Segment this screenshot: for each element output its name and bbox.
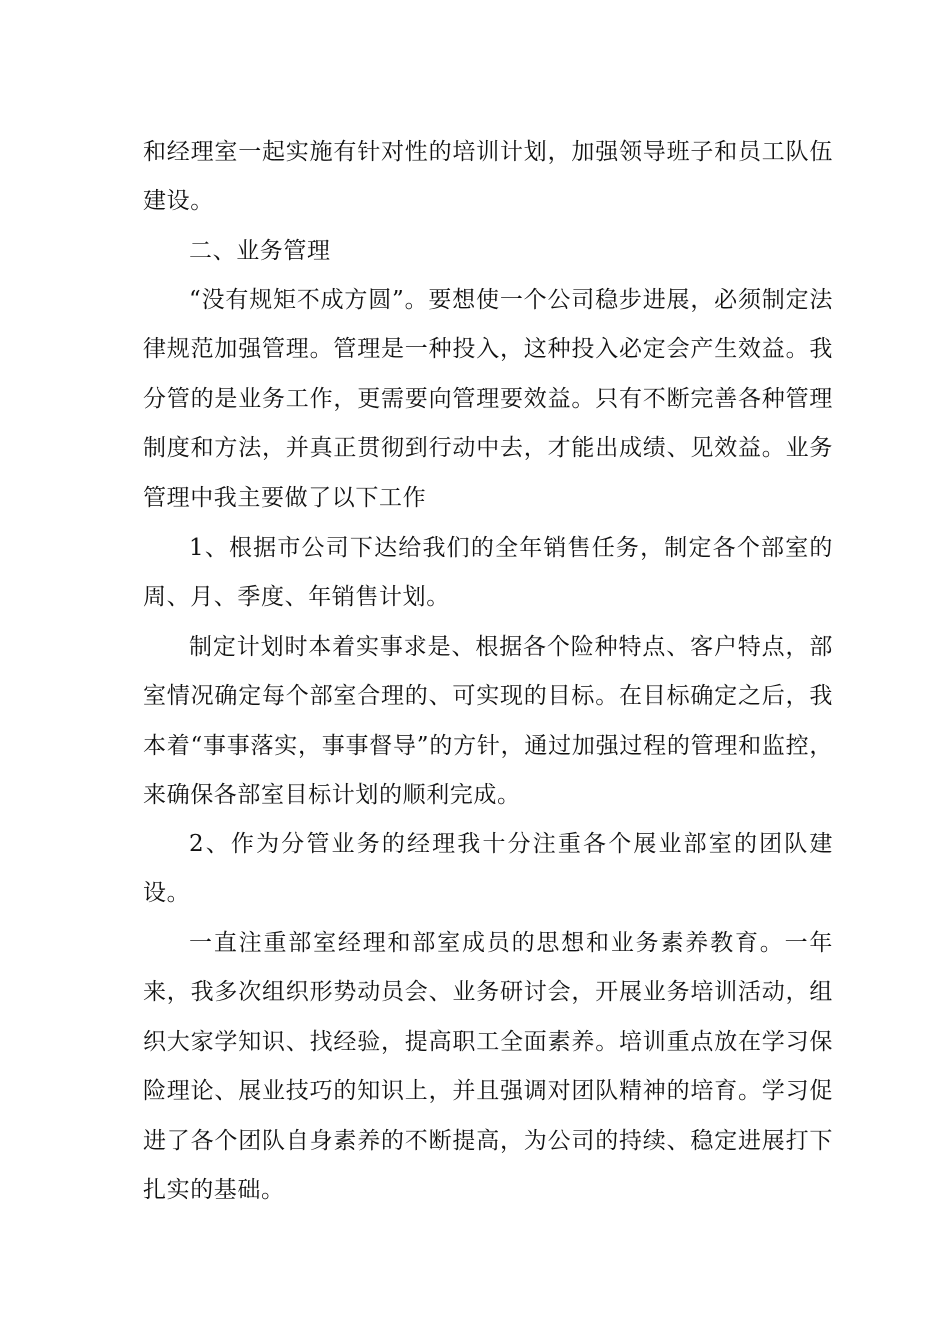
paragraph-item-1: 1、根据市公司下达给我们的全年销售任务，制定各个部室的周、月、季度、年销售计划。: [143, 535, 833, 611]
paragraph-team-building: 一直注重部室经理和部室成员的思想和业务素养教育。一年来，我多次组织形势动员会、业务研讨会，开展业务培训活动，组织大家学知识、找经验，提高职工全面素养。培训重点放在学习保险理论、展业技巧的知识上，并且强调对团队精神的培育。学习促进了各个团队自身素养的不断提高，为公司的持续、稳定进展打下扎实的基础。: [143, 930, 833, 1204]
paragraph-planning: 制定计划时本着实事求是、根据各个险种特点、客户特点，部室情况确定每个部室合理的、可实现的目标。在目标确定之后，我本着“事事落实，事事督导”的方针，通过加强过程的管理和监控，来确保各部室目标计划的顺利完成。: [143, 634, 833, 809]
paragraph-item-2: 2、作为分管业务的经理我十分注重各个展业部室的团队建设。: [143, 831, 833, 907]
section-heading: 二、业务管理: [189, 238, 331, 264]
paragraph-management-intro: “没有规矩不成方圆”。要想使一个公司稳步进展，必须制定法律规范加强管理。管理是一种投入，这种投入必定会产生效益。我分管的是业务工作，更需要向管理要效益。只有不断完善各种管理制度和方法，并真正贯彻到行动中去，才能出成绩、见效益。业务管理中我主要做了以下工作: [143, 287, 833, 511]
paragraph-continuation: 和经理室一起实施有针对性的培训计划，加强领导班子和员工队伍建设。: [143, 139, 833, 215]
